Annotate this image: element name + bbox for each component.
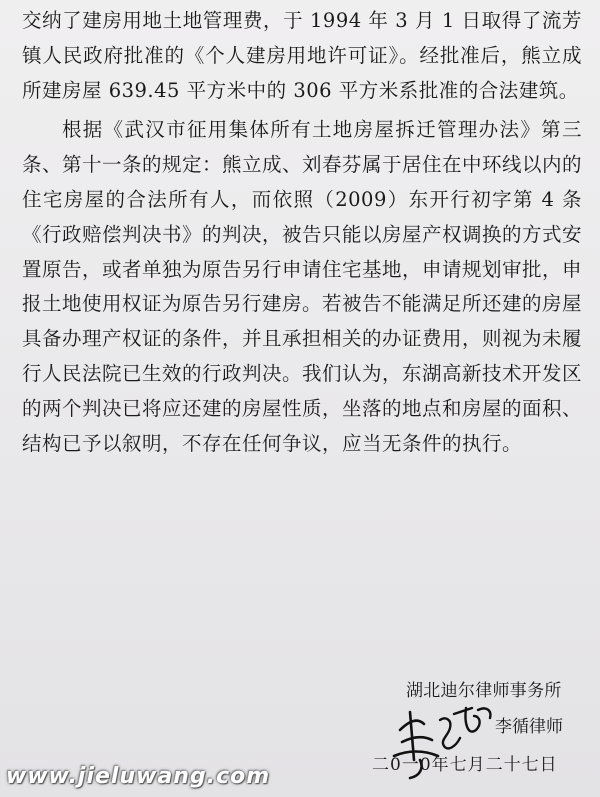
- paragraph-1: 交纳了建房用地土地管理费，于 1994 年 3 月 1 日取得了流芳镇人民政府批准的《个人建房用地许可证》。经批准后，熊立成所建房屋 639.45 平方米中的 306 平方米系批准的合法建筑。: [22, 9, 582, 102]
- paragraph-2: 根据《武汉市征用集体所有土地房屋拆迁管理办法》第三条、第十一条的规定：熊立成、刘春芬属于居住在中环线以内的住宅房屋的合法所有人，而依照（2009）东开行初字第 4 条《行政赔偿判决书》的判决，被告只能以房屋产权调换的方式安置原告，或者单独为原告另行申请住宅基地，申请规划审批，申报土地使用权证为原告另行建房。若被告不能满足所还建的房屋具备办理产权证的条件，并且承担相关的办证费用，则视为未履行人民法院已生效的行政判决。我们认为，东湖高新技术开发区的两个判决已将应还建的房屋性质，坐落的地点和房屋的面积、结构已予以叙明，不存在任何争议，应当无条件的执行。: [22, 118, 583, 455]
- document-body: [22, 4, 582, 461]
- site-watermark: www.jieluwang.com: [6, 764, 271, 789]
- law-firm-name: 湖北迪尔律师事务所: [406, 681, 562, 701]
- signature-date: 二0一0年七月二十七日: [372, 755, 558, 775]
- lawyer-name: 李循律师: [495, 717, 563, 737]
